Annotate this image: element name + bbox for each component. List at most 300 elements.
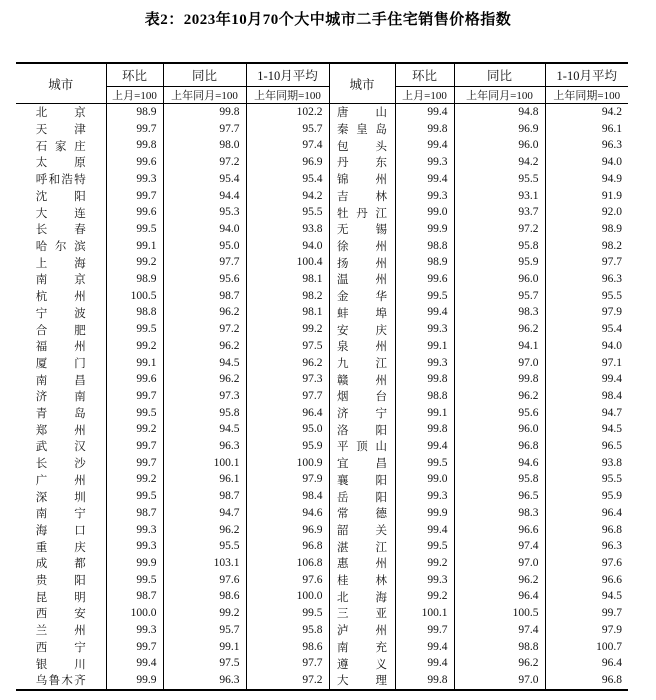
city-name: 青岛 — [35, 408, 86, 421]
city-name: 遵义 — [329, 655, 395, 672]
mom-value: 98.9 — [106, 104, 163, 121]
city-name: 北海 — [329, 588, 395, 605]
yoy-value: 96.2 — [163, 371, 246, 388]
yoy-value: 94.4 — [163, 188, 246, 205]
avg-value: 98.2 — [545, 238, 628, 255]
table-row — [16, 104, 628, 121]
city-name: 桂林 — [329, 572, 395, 589]
mom-value: 99.8 — [395, 371, 454, 388]
yoy-value: 99.2 — [163, 605, 246, 622]
city-name: 兰州 — [35, 625, 86, 638]
avg-value: 94.0 — [246, 238, 329, 255]
table-body — [16, 104, 628, 690]
avg-value: 102.2 — [246, 104, 329, 121]
table-row — [16, 455, 628, 472]
yoy-value: 97.7 — [163, 254, 246, 271]
yoy-value: 99.8 — [454, 371, 545, 388]
yoy-value: 96.2 — [163, 304, 246, 321]
table-row — [16, 355, 628, 372]
avg-value: 97.6 — [545, 555, 628, 572]
mom-value: 99.2 — [395, 588, 454, 605]
city-name: 上海 — [35, 257, 86, 270]
avg-value: 96.6 — [545, 572, 628, 589]
yoy-value: 95.0 — [163, 238, 246, 255]
col-subheader-avg-base-left: 上年同期=100 — [246, 87, 329, 104]
avg-value: 100.4 — [246, 254, 329, 271]
mom-value: 99.4 — [395, 171, 454, 188]
mom-value: 99.6 — [106, 154, 163, 171]
yoy-value: 96.2 — [163, 522, 246, 539]
avg-value: 93.8 — [545, 455, 628, 472]
mom-value: 99.7 — [106, 455, 163, 472]
table-row — [16, 421, 628, 438]
yoy-value: 97.4 — [454, 538, 545, 555]
yoy-value: 97.3 — [163, 388, 246, 405]
mom-value: 99.5 — [106, 488, 163, 505]
avg-value: 95.7 — [246, 121, 329, 138]
table-row — [16, 321, 628, 338]
city-name: 福州 — [35, 341, 86, 354]
mom-value: 99.3 — [106, 522, 163, 539]
yoy-value: 96.1 — [163, 471, 246, 488]
avg-value: 95.5 — [545, 471, 628, 488]
table-row — [16, 221, 628, 238]
yoy-value: 98.6 — [163, 588, 246, 605]
city-name: 吉林 — [329, 188, 395, 205]
yoy-value: 97.4 — [454, 622, 545, 639]
mom-value: 99.5 — [395, 288, 454, 305]
avg-value: 94.6 — [246, 505, 329, 522]
mom-value: 99.1 — [106, 355, 163, 372]
table-row — [16, 171, 628, 188]
yoy-value: 96.5 — [454, 488, 545, 505]
yoy-value: 96.3 — [163, 438, 246, 455]
mom-value: 99.4 — [395, 304, 454, 321]
table-row — [16, 137, 628, 154]
table-row — [16, 538, 628, 555]
mom-value: 98.7 — [106, 505, 163, 522]
mom-value: 99.1 — [395, 338, 454, 355]
yoy-value: 96.9 — [454, 121, 545, 138]
city-name: 沈阳 — [35, 190, 86, 203]
city-name: 安庆 — [329, 321, 395, 338]
yoy-value: 97.2 — [163, 321, 246, 338]
avg-value: 94.2 — [246, 188, 329, 205]
yoy-value: 98.3 — [454, 304, 545, 321]
col-header-city-right: 城市 — [329, 63, 395, 104]
yoy-value: 93.1 — [454, 188, 545, 205]
avg-value: 95.4 — [545, 321, 628, 338]
yoy-value: 96.0 — [454, 421, 545, 438]
mom-value: 99.3 — [395, 572, 454, 589]
city-name: 惠州 — [329, 555, 395, 572]
city-name: 贵阳 — [35, 575, 86, 588]
city-name: 成都 — [35, 558, 86, 571]
city-name: 大连 — [35, 207, 86, 220]
avg-value: 96.3 — [545, 137, 628, 154]
col-header-yoy-right: 同比 — [454, 63, 545, 87]
city-name: 宜昌 — [329, 455, 395, 472]
table-row — [16, 405, 628, 422]
avg-value: 97.3 — [246, 371, 329, 388]
yoy-value: 96.0 — [454, 137, 545, 154]
table-row — [16, 304, 628, 321]
table-row — [16, 522, 628, 539]
avg-value: 97.7 — [246, 388, 329, 405]
mom-value: 99.0 — [395, 471, 454, 488]
mom-value: 99.4 — [395, 438, 454, 455]
price-index-table — [16, 62, 628, 691]
mom-value: 99.5 — [106, 221, 163, 238]
avg-value: 94.2 — [545, 104, 628, 121]
table-row — [16, 188, 628, 205]
avg-value: 97.7 — [246, 655, 329, 672]
yoy-value: 98.0 — [163, 137, 246, 154]
col-header-city-left: 城市 — [48, 77, 74, 92]
mom-value: 99.3 — [106, 538, 163, 555]
mom-value: 99.1 — [395, 405, 454, 422]
table-row — [16, 572, 628, 589]
city-name: 大理 — [329, 672, 395, 690]
city-name: 包头 — [329, 137, 395, 154]
city-name: 广州 — [35, 474, 86, 487]
city-name: 太原 — [35, 157, 86, 170]
yoy-value: 94.6 — [454, 455, 545, 472]
city-name: 海口 — [35, 524, 86, 537]
avg-value: 96.4 — [545, 655, 628, 672]
mom-value: 99.8 — [395, 421, 454, 438]
avg-value: 95.5 — [246, 204, 329, 221]
yoy-value: 97.6 — [163, 572, 246, 589]
avg-value: 98.2 — [246, 288, 329, 305]
table-row — [16, 371, 628, 388]
yoy-value: 95.5 — [454, 171, 545, 188]
yoy-value: 96.8 — [454, 438, 545, 455]
table-row — [16, 338, 628, 355]
avg-value: 97.4 — [246, 137, 329, 154]
avg-value: 94.9 — [545, 171, 628, 188]
mom-value: 99.3 — [395, 355, 454, 372]
mom-value: 99.7 — [106, 121, 163, 138]
city-name: 三亚 — [329, 605, 395, 622]
city-name: 唐山 — [329, 104, 395, 121]
mom-value: 99.7 — [106, 388, 163, 405]
mom-value: 98.9 — [106, 271, 163, 288]
city-name: 平顶山 — [329, 438, 395, 455]
mom-value: 99.8 — [395, 121, 454, 138]
avg-value: 95.9 — [246, 438, 329, 455]
mom-value: 99.4 — [395, 137, 454, 154]
yoy-value: 94.5 — [163, 355, 246, 372]
avg-value: 96.8 — [545, 672, 628, 690]
city-name: 合肥 — [35, 324, 86, 337]
mom-value: 99.4 — [395, 639, 454, 656]
mom-value: 99.1 — [106, 238, 163, 255]
city-name: 泉州 — [329, 338, 395, 355]
avg-value: 97.5 — [246, 338, 329, 355]
avg-value: 96.8 — [545, 522, 628, 539]
avg-value: 98.6 — [246, 639, 329, 656]
city-name: 湛江 — [329, 538, 395, 555]
yoy-value: 98.8 — [454, 639, 545, 656]
mom-value: 99.2 — [395, 555, 454, 572]
avg-value: 98.4 — [246, 488, 329, 505]
mom-value: 98.8 — [395, 238, 454, 255]
yoy-value: 98.7 — [163, 288, 246, 305]
avg-value: 94.5 — [545, 588, 628, 605]
mom-value: 100.5 — [106, 288, 163, 305]
mom-value: 99.3 — [106, 622, 163, 639]
col-subheader-mom-base-right: 上月=100 — [395, 87, 454, 104]
yoy-value: 97.2 — [454, 221, 545, 238]
avg-value: 106.8 — [246, 555, 329, 572]
mom-value: 99.6 — [106, 204, 163, 221]
city-name: 济南 — [35, 391, 86, 404]
avg-value: 94.0 — [545, 338, 628, 355]
city-name: 杭州 — [35, 291, 86, 304]
city-name: 牡丹江 — [329, 204, 395, 221]
yoy-value: 99.8 — [163, 104, 246, 121]
col-header-avg-right: 1-10月平均 — [545, 63, 628, 87]
avg-value: 96.4 — [545, 505, 628, 522]
yoy-value: 98.3 — [454, 505, 545, 522]
table-row — [16, 555, 628, 572]
avg-value: 98.9 — [545, 221, 628, 238]
yoy-value: 96.2 — [454, 655, 545, 672]
yoy-value: 97.7 — [163, 121, 246, 138]
yoy-value: 95.8 — [454, 238, 545, 255]
city-name: 济宁 — [329, 405, 395, 422]
mom-value: 99.4 — [106, 655, 163, 672]
avg-value: 97.9 — [545, 304, 628, 321]
yoy-value: 95.5 — [163, 538, 246, 555]
mom-value: 99.5 — [395, 538, 454, 555]
table-row — [16, 204, 628, 221]
mom-value: 99.9 — [395, 505, 454, 522]
avg-value: 100.0 — [246, 588, 329, 605]
city-name: 南充 — [329, 639, 395, 656]
avg-value: 95.9 — [545, 488, 628, 505]
city-name: 乌鲁木齐 — [35, 675, 86, 688]
avg-value: 97.1 — [545, 355, 628, 372]
mom-value: 99.9 — [395, 221, 454, 238]
city-name: 烟台 — [329, 388, 395, 405]
col-subheader-mom-base-left: 上月=100 — [106, 87, 163, 104]
yoy-value: 96.4 — [454, 588, 545, 605]
table-title: 表2：2023年10月70个大中城市二手住宅销售价格指数 — [144, 12, 512, 28]
avg-value: 97.2 — [246, 672, 329, 690]
table-row — [16, 488, 628, 505]
col-subheader-yoy-base-left: 上年同月=100 — [163, 87, 246, 104]
yoy-value: 99.1 — [163, 639, 246, 656]
mom-value: 99.3 — [395, 188, 454, 205]
mom-value: 100.0 — [106, 605, 163, 622]
city-name: 长春 — [35, 224, 86, 237]
mom-value: 99.3 — [106, 171, 163, 188]
yoy-value: 100.5 — [454, 605, 545, 622]
yoy-value: 95.6 — [163, 271, 246, 288]
avg-value: 94.7 — [545, 405, 628, 422]
city-name: 丹东 — [329, 154, 395, 171]
city-name: 深圳 — [35, 491, 86, 504]
yoy-value: 97.2 — [163, 154, 246, 171]
city-name: 昆明 — [35, 591, 86, 604]
yoy-value: 98.7 — [163, 488, 246, 505]
mom-value: 99.7 — [106, 188, 163, 205]
yoy-value: 94.5 — [163, 421, 246, 438]
yoy-value: 94.2 — [454, 154, 545, 171]
mom-value: 99.4 — [395, 655, 454, 672]
mom-value: 99.3 — [395, 488, 454, 505]
avg-value: 94.0 — [545, 154, 628, 171]
yoy-value: 95.4 — [163, 171, 246, 188]
avg-value: 95.0 — [246, 421, 329, 438]
yoy-value: 95.7 — [163, 622, 246, 639]
table-row — [16, 154, 628, 171]
yoy-value: 95.6 — [454, 405, 545, 422]
yoy-value: 97.5 — [163, 655, 246, 672]
yoy-value: 94.8 — [454, 104, 545, 121]
city-name: 岳阳 — [329, 488, 395, 505]
table-row — [16, 288, 628, 305]
avg-value: 96.9 — [246, 154, 329, 171]
table-row — [16, 672, 628, 690]
mom-value: 98.7 — [106, 588, 163, 605]
col-subheader-avg-base-right: 上年同期=100 — [545, 87, 628, 104]
table-row — [16, 588, 628, 605]
city-name: 宁波 — [35, 307, 86, 320]
table-header — [16, 63, 628, 104]
city-name: 秦皇岛 — [329, 121, 395, 138]
mom-value: 99.5 — [106, 572, 163, 589]
avg-value: 98.1 — [246, 271, 329, 288]
table-row — [16, 238, 628, 255]
mom-value: 99.2 — [106, 254, 163, 271]
yoy-value: 97.0 — [454, 355, 545, 372]
table-row — [16, 471, 628, 488]
avg-value: 99.7 — [545, 605, 628, 622]
avg-value: 98.1 — [246, 304, 329, 321]
yoy-value: 96.6 — [454, 522, 545, 539]
header-row-base — [16, 87, 628, 104]
avg-value: 92.0 — [545, 204, 628, 221]
mom-value: 99.7 — [106, 438, 163, 455]
city-name: 长沙 — [35, 458, 86, 471]
yoy-value: 97.0 — [454, 555, 545, 572]
yoy-value: 95.3 — [163, 204, 246, 221]
col-header-mom-left: 环比 — [106, 63, 163, 87]
avg-value: 96.1 — [545, 121, 628, 138]
mom-value: 99.4 — [395, 104, 454, 121]
mom-value: 99.9 — [106, 672, 163, 690]
mom-value: 99.0 — [395, 204, 454, 221]
mom-value: 99.6 — [106, 371, 163, 388]
avg-value: 91.9 — [545, 188, 628, 205]
mom-value: 99.8 — [106, 137, 163, 154]
col-header-avg-left: 1-10月平均 — [246, 63, 329, 87]
mom-value: 99.3 — [395, 154, 454, 171]
table-row — [16, 121, 628, 138]
mom-value: 99.4 — [395, 522, 454, 539]
city-name: 赣州 — [329, 371, 395, 388]
table-row — [16, 388, 628, 405]
city-name: 石家庄 — [35, 140, 86, 153]
avg-value: 95.5 — [545, 288, 628, 305]
city-name: 天津 — [35, 124, 86, 137]
city-name: 金华 — [329, 288, 395, 305]
yoy-value: 95.7 — [454, 288, 545, 305]
avg-value: 100.9 — [246, 455, 329, 472]
mom-value: 99.5 — [106, 405, 163, 422]
yoy-value: 94.7 — [163, 505, 246, 522]
mom-value: 99.3 — [395, 321, 454, 338]
avg-value: 96.9 — [246, 522, 329, 539]
city-name: 扬州 — [329, 254, 395, 271]
mom-value: 98.9 — [395, 254, 454, 271]
mom-value: 99.9 — [106, 555, 163, 572]
table-row — [16, 254, 628, 271]
avg-value: 96.8 — [246, 538, 329, 555]
mom-value: 99.2 — [106, 421, 163, 438]
yoy-value: 96.2 — [163, 338, 246, 355]
mom-value: 99.7 — [395, 622, 454, 639]
avg-value: 97.6 — [246, 572, 329, 589]
mom-value: 99.6 — [395, 271, 454, 288]
avg-value: 93.8 — [246, 221, 329, 238]
city-name: 南宁 — [35, 508, 86, 521]
city-name: 郑州 — [35, 424, 86, 437]
mom-value: 99.2 — [106, 471, 163, 488]
city-name: 哈尔滨 — [35, 240, 86, 253]
city-name: 南京 — [35, 274, 86, 287]
yoy-value: 95.9 — [454, 254, 545, 271]
city-name: 重庆 — [35, 541, 86, 554]
yoy-value: 103.1 — [163, 555, 246, 572]
avg-value: 99.4 — [545, 371, 628, 388]
mom-value: 100.1 — [395, 605, 454, 622]
avg-value: 97.7 — [545, 254, 628, 271]
mom-value: 98.8 — [395, 388, 454, 405]
avg-value: 97.9 — [246, 471, 329, 488]
table-row — [16, 622, 628, 639]
avg-value: 96.3 — [545, 538, 628, 555]
table-row — [16, 438, 628, 455]
avg-value: 98.4 — [545, 388, 628, 405]
city-name: 呼和浩特 — [35, 174, 86, 187]
col-header-yoy-left: 同比 — [163, 63, 246, 87]
table-row — [16, 605, 628, 622]
city-name: 九江 — [329, 355, 395, 372]
city-name: 南昌 — [35, 374, 86, 387]
yoy-value: 96.0 — [454, 271, 545, 288]
city-name: 韶关 — [329, 522, 395, 539]
city-name: 襄阳 — [329, 471, 395, 488]
yoy-value: 94.0 — [163, 221, 246, 238]
city-name: 蚌埠 — [329, 304, 395, 321]
mom-value: 99.7 — [106, 639, 163, 656]
avg-value: 96.2 — [246, 355, 329, 372]
avg-value: 97.9 — [545, 622, 628, 639]
city-name: 西宁 — [35, 641, 86, 654]
avg-value: 99.2 — [246, 321, 329, 338]
yoy-value: 96.2 — [454, 388, 545, 405]
table-row — [16, 271, 628, 288]
city-name: 银川 — [35, 658, 86, 671]
mom-value: 98.8 — [106, 304, 163, 321]
yoy-value: 93.7 — [454, 204, 545, 221]
mom-value: 99.8 — [395, 672, 454, 690]
mom-value: 99.5 — [106, 321, 163, 338]
